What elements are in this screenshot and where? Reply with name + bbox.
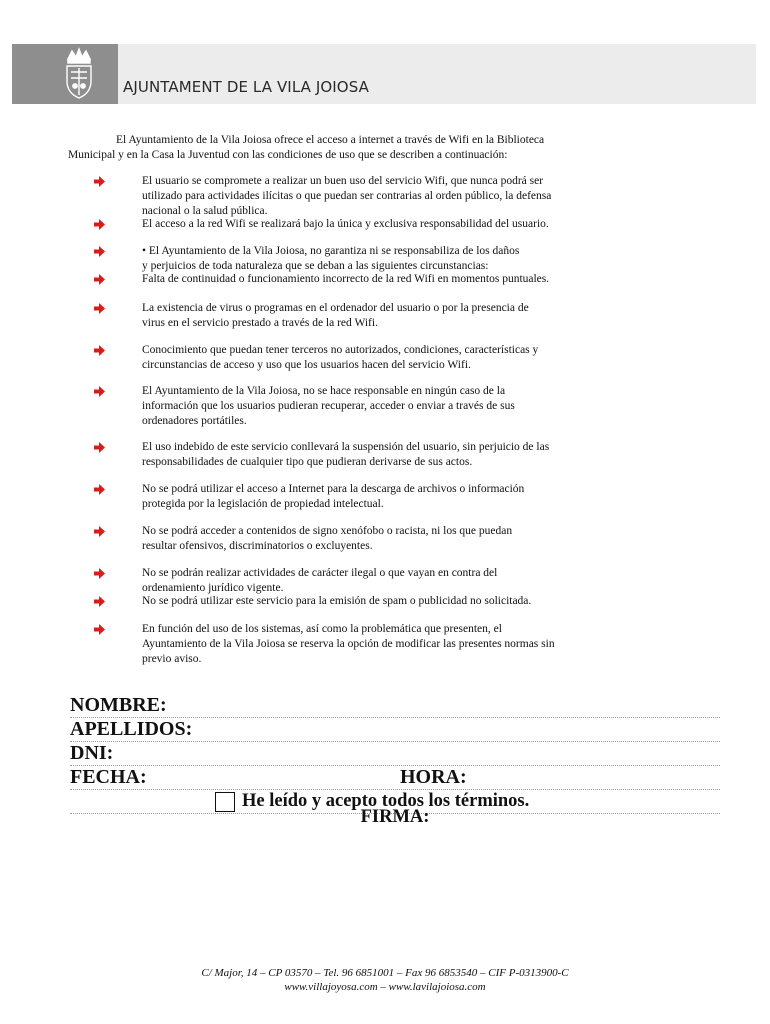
red-arrow-icon [94,442,105,453]
fecha-hora-row[interactable] [70,766,720,790]
red-arrow-icon [94,274,105,285]
red-arrow-icon [94,568,105,579]
condition-text [142,343,652,373]
condition-text [142,244,652,274]
nombre-label: NOMBRE: [70,694,167,716]
intro-paragraph [68,133,648,163]
footer-websites: www.villajoyosa.com – www.lavilajoiosa.com [284,981,486,993]
hora-label: HORA: [400,766,467,788]
apellidos-label: APELLIDOS: [70,718,193,740]
condition-line: • El Ayuntamiento de la Vila Joiosa, no garantiza ni se responsabiliza de los daños [142,245,520,257]
condition-line: No se podrá acceder a contenidos de signo xenófobo o racista, ni los que puedan [142,525,513,537]
condition-line: y perjuicios de toda naturaleza que se deban a las siguientes circunstancias: [142,260,489,272]
condition-line: El usuario se compromete a realizar un buen uso del servicio Wifi, que nunca podrá ser [142,175,544,187]
dni-row[interactable] [70,742,720,766]
condition-text [142,566,652,596]
intro-line-1: El Ayuntamiento de la Vila Joiosa ofrece el acceso a internet a través de Wifi en la Biblioteca [116,134,545,146]
org-name: AJUNTAMENT DE LA VILA JOIOSA [123,78,369,96]
condition-text [142,440,652,470]
red-arrow-icon [94,303,105,314]
firma-label: FIRMA: [360,807,430,827]
red-arrow-icon [94,526,105,537]
condition-text [142,174,652,219]
condition-line: previo aviso. [142,653,202,665]
condition-text [142,524,652,554]
dni-label: DNI: [70,742,114,764]
condition-line: protegida por la legislación de propiedad intelectual. [142,498,384,510]
condition-line: No se podrá utilizar este servicio para la emisión de spam o publicidad no solicitada. [142,595,532,607]
condition-line: circunstancias de acceso y uso que los usuarios hacen del servicio Wifi. [142,359,471,371]
condition-line: ordenamiento jurídico vigente. [142,582,284,594]
condition-text [142,482,652,512]
nombre-row[interactable] [70,694,720,718]
condition-line: No se podrá utilizar el acceso a Internet para la descarga de archivos o información [142,483,525,495]
condition-line: El Ayuntamiento de la Vila Joiosa, no se hace responsable en ningún caso de la [142,385,506,397]
condition-line: responsabilidades de cualquier tipo que pudieran derivarse de sus actos. [142,456,473,468]
header-banner [12,44,756,104]
condition-line: Falta de continuidad o funcionamiento incorrecto de la red Wifi en momentos puntuales. [142,273,550,285]
condition-line: resultar ofensivos, discriminatorios o excluyentes. [142,540,373,552]
condition-text [142,594,652,609]
red-arrow-icon [94,386,105,397]
condition-text [142,301,652,331]
footer-address: C/ Major, 14 – CP 03570 – Tel. 96 6851001 – Fax 96 6853540 – CIF P-0313900-C [201,967,569,979]
red-arrow-icon [94,345,105,356]
condition-line: utilizado para actividades ilícitas o que puedan ser contrarias al orden público, la defensa [142,190,552,202]
apellidos-row[interactable] [70,718,720,742]
condition-text [142,384,652,429]
fecha-label: FECHA: [70,766,147,788]
condition-line: Ayuntamiento de la Vila Joiosa se reserva la opción de modificar las presentes normas sin [142,638,555,650]
footer [0,966,770,994]
condition-line: En función del uso de los sistemas, así como la problemática que presenten, el [142,623,502,635]
condition-line: No se podrán realizar actividades de carácter ilegal o que vayan en contra del [142,567,498,579]
condition-line: El acceso a la red Wifi se realizará bajo la única y exclusiva responsabilidad del usuario. [142,218,549,230]
condition-line: ordenadores portátiles. [142,415,247,427]
red-arrow-icon [94,219,105,230]
red-arrow-icon [94,596,105,607]
condition-line: información que los usuarios pudieran recuperar, acceder o enviar a través de sus [142,400,515,412]
intro-line-2: Municipal y en la Casa la Juventud con las condiciones de uso que se describen a continuación: [68,149,508,161]
condition-line: nacional o la salud pública. [142,205,268,217]
red-arrow-icon [94,246,105,257]
condition-text [142,622,652,667]
condition-text [142,217,652,232]
condition-line: Conocimiento que puedan tener terceros no autorizados, condiciones, características y [142,344,539,356]
coat-of-arms-icon [62,47,96,101]
condition-line: virus en el servicio prestado a través de la red Wifi. [142,317,378,329]
red-arrow-icon [94,484,105,495]
logo-block [12,44,118,104]
condition-text [142,272,652,287]
red-arrow-icon [94,176,105,187]
red-arrow-icon [94,624,105,635]
condition-line: La existencia de virus o programas en el ordenador del usuario o por la presencia de [142,302,529,314]
signup-form [70,694,720,814]
accept-label: He leído y acepto todos los términos. [242,791,530,811]
condition-line: El uso indebido de este servicio conllevará la suspensión del usuario, sin perjuicio de las [142,441,550,453]
